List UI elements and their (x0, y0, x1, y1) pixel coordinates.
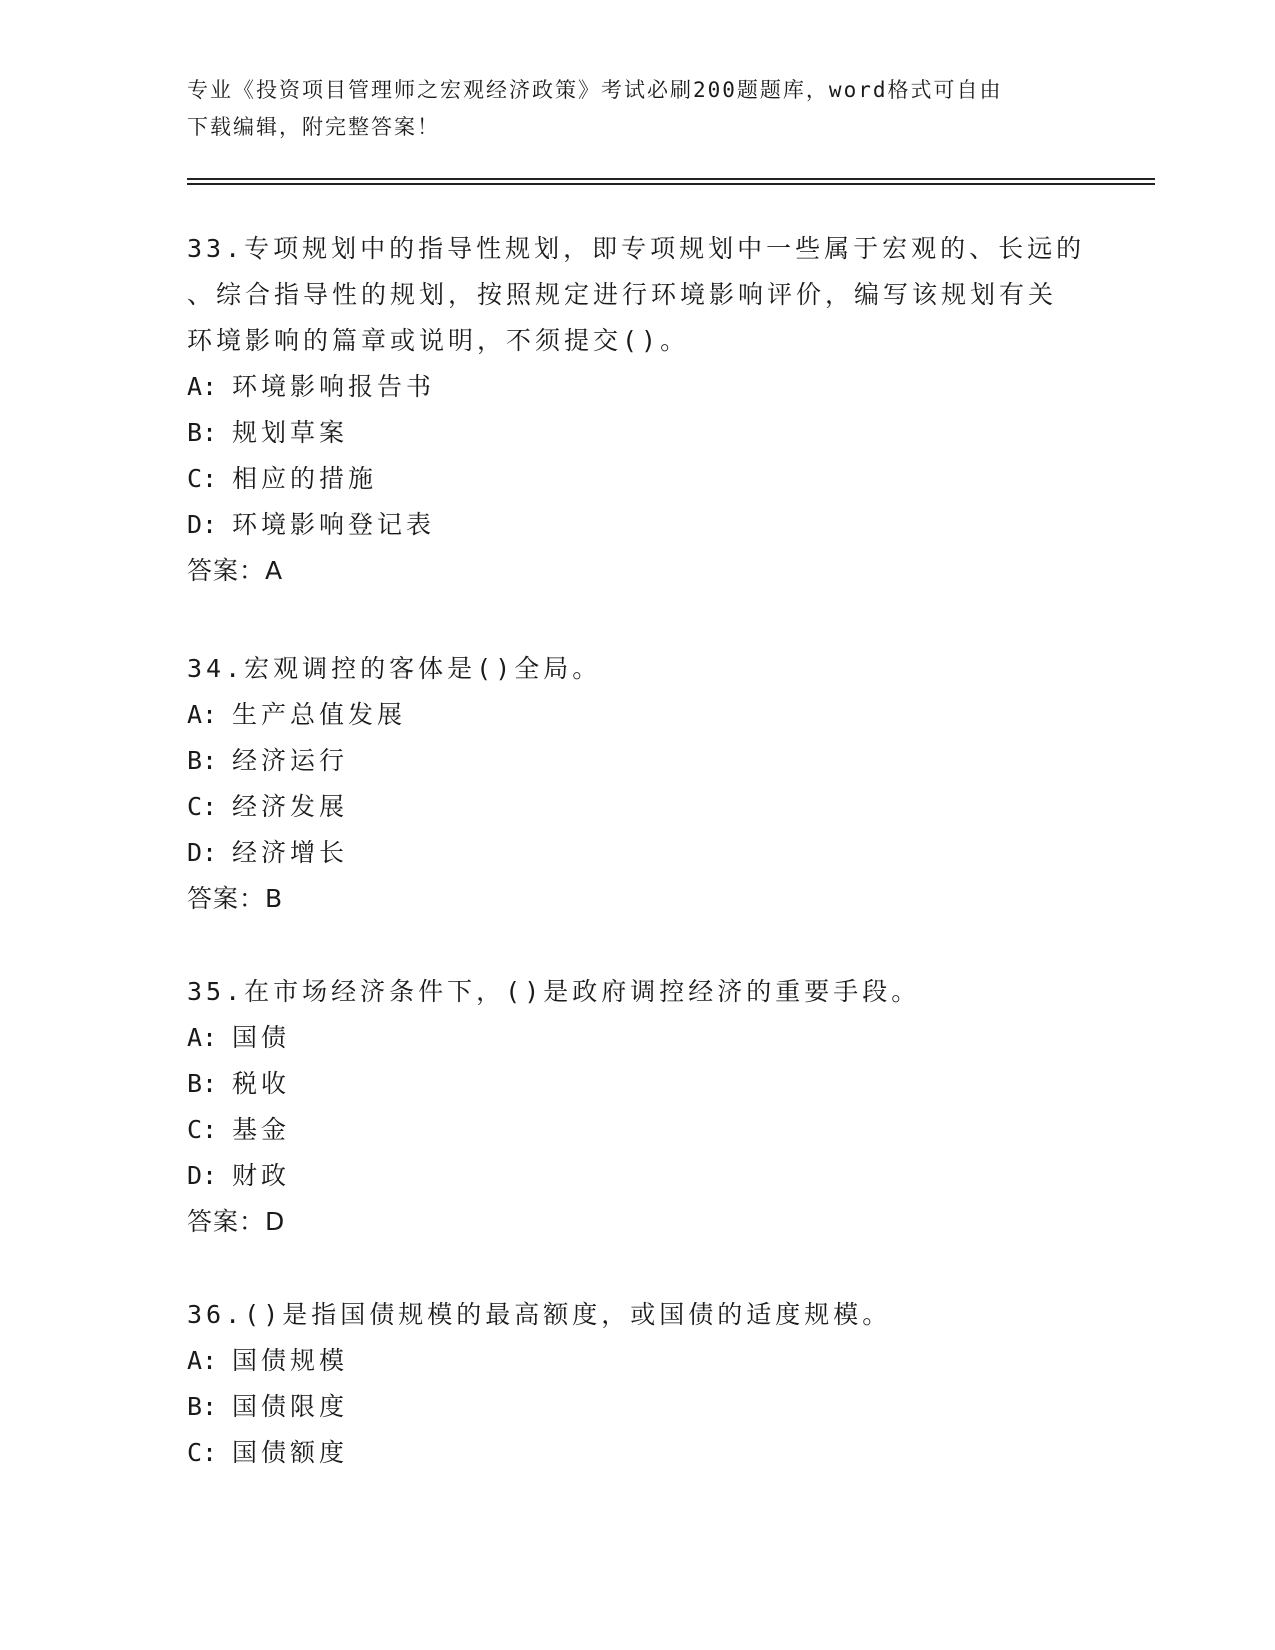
option-text: 经济运行 (232, 746, 349, 775)
question-stem-line: 、综合指导性的规划，按照规定进行环境影响评价，编写该规划有关 (187, 280, 1058, 309)
option-key: B: (187, 746, 218, 775)
option-text: 经济发展 (232, 792, 349, 821)
option-text: 环境影响报告书 (232, 372, 436, 401)
option-key: B: (187, 1392, 218, 1421)
option-b (187, 1384, 1087, 1430)
option-text: 相应的措施 (232, 464, 378, 493)
option-text: 基金 (232, 1115, 291, 1144)
option-key: A: (187, 1023, 218, 1052)
header-divider-top (187, 178, 1155, 180)
option-key: B: (187, 1069, 218, 1098)
option-key: A: (187, 372, 218, 401)
option-text: 财政 (232, 1161, 291, 1190)
question-34 (187, 646, 1087, 922)
option-key: B: (187, 418, 218, 447)
option-key: C: (187, 464, 218, 493)
question-stem-line: 36.()是指国债规模的最高额度，或国债的适度规模。 (187, 1300, 892, 1329)
header-divider-bottom (187, 183, 1155, 185)
option-key: C: (187, 792, 218, 821)
header-line-1: 专业《投资项目管理师之宏观经济政策》考试必刷200题题库，word格式可自由 (187, 78, 1003, 102)
option-key: C: (187, 1115, 218, 1144)
question-stem (187, 1292, 1087, 1338)
option-c (187, 1107, 1087, 1153)
option-b (187, 410, 1087, 456)
question-stem-line: 35.在市场经济条件下，()是政府调控经济的重要手段。 (187, 977, 921, 1006)
option-key: D: (187, 1161, 218, 1190)
option-a (187, 1338, 1087, 1384)
option-a (187, 364, 1087, 410)
question-35 (187, 969, 1087, 1245)
option-d (187, 502, 1087, 548)
question-stem-line: 环境影响的篇章或说明，不须提交()。 (187, 326, 690, 355)
answer-line: 答案：B (187, 884, 284, 913)
question-stem-line: 34.宏观调控的客体是()全局。 (187, 654, 602, 683)
document-header (187, 72, 1087, 146)
option-text: 经济增长 (232, 838, 349, 867)
option-a (187, 692, 1087, 738)
header-line-2: 下载编辑，附完整答案！ (187, 115, 440, 139)
option-c (187, 784, 1087, 830)
option-text: 国债规模 (232, 1346, 349, 1375)
option-c (187, 456, 1087, 502)
option-b (187, 1061, 1087, 1107)
option-key: A: (187, 1346, 218, 1375)
question-stem-line: 33.专项规划中的指导性规划，即专项规划中一些属于宏观的、长远的 (187, 234, 1086, 263)
option-key: A: (187, 700, 218, 729)
question-33 (187, 226, 1087, 594)
question-stem (187, 226, 1087, 364)
option-text: 国债限度 (232, 1392, 349, 1421)
question-stem (187, 969, 1087, 1015)
option-text: 国债 (232, 1023, 291, 1052)
option-a (187, 1015, 1087, 1061)
question-36 (187, 1292, 1087, 1476)
option-text: 生产总值发展 (232, 700, 407, 729)
option-text: 规划草案 (232, 418, 349, 447)
option-text: 税收 (232, 1069, 291, 1098)
answer-line: 答案：A (187, 556, 284, 585)
option-d (187, 1153, 1087, 1199)
option-text: 环境影响登记表 (232, 510, 436, 539)
question-stem (187, 646, 1087, 692)
option-key: D: (187, 510, 218, 539)
option-d (187, 830, 1087, 876)
option-c (187, 1430, 1087, 1476)
option-key: C: (187, 1438, 218, 1467)
option-b (187, 738, 1087, 784)
option-text: 国债额度 (232, 1438, 349, 1467)
answer-line: 答案：D (187, 1207, 286, 1236)
option-key: D: (187, 838, 218, 867)
